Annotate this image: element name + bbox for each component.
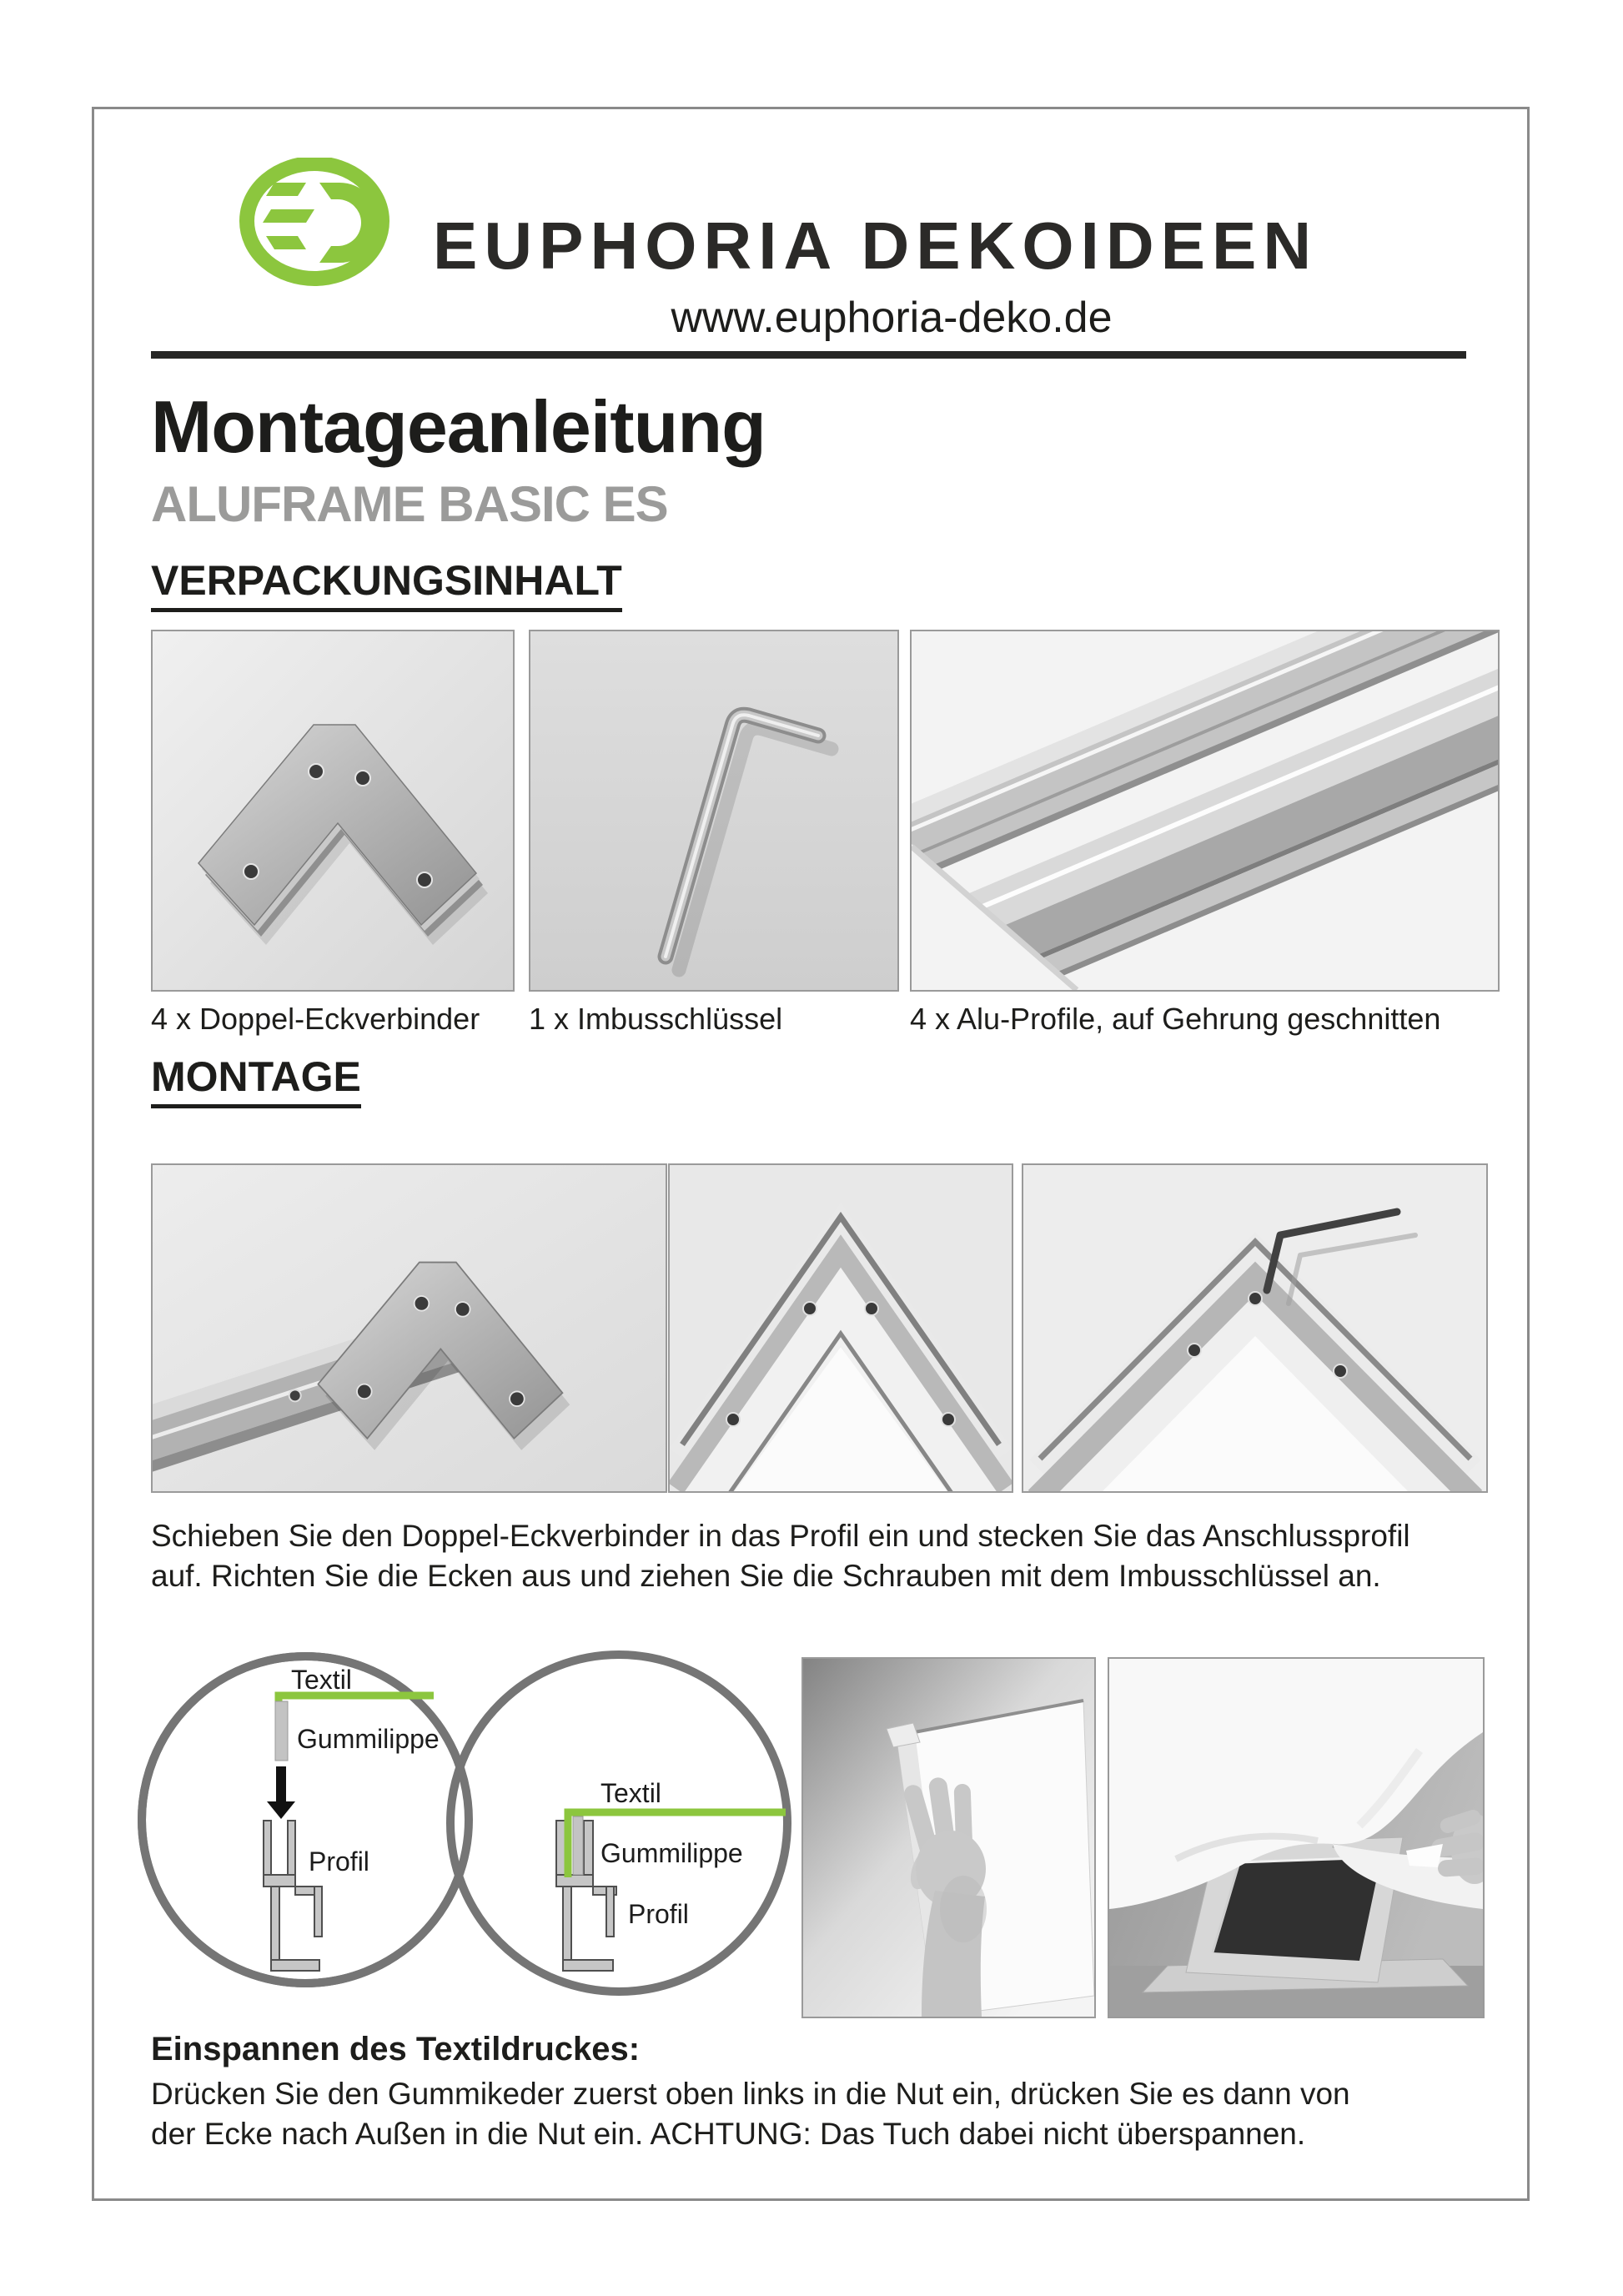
frame-opening [1213, 1857, 1381, 1961]
pull-textile-photo [1109, 1659, 1483, 2017]
allen-key-photo [530, 631, 897, 990]
brand-website: www.euphoria-deko.de [671, 294, 1113, 342]
header-divider [151, 351, 1466, 359]
packaging-photo-1 [151, 630, 515, 992]
montage-instruction [151, 1516, 1410, 1596]
diagram-label-profil-1: Profil [309, 1846, 369, 1876]
packaging-caption-3: 4 x Alu-Profile, auf Gehrung geschnitten [910, 1002, 1441, 1036]
diagram-label-profil-2: Profil [628, 1899, 689, 1929]
inserted-textile-diagram [450, 1655, 787, 1992]
textile-instruction [151, 2074, 1350, 2154]
packaging-photo-3 [910, 630, 1500, 992]
diagram-label-gummilippe-2: Gummilippe [600, 1838, 743, 1868]
brand-logo-icon [238, 158, 396, 289]
page-frame [92, 107, 1530, 2201]
section-heading-packaging: VERPACKUNGSINHALT [151, 559, 622, 612]
rubber-lip-bar [275, 1701, 288, 1761]
textile-instruction-line2: der Ecke nach Außen in die Nut ein. ACHTUNG: Das Tuch dabei nicht überspannen. [151, 2117, 1306, 2151]
diagram-label-textil-2: Textil [600, 1778, 661, 1808]
textile-instruction-line1: Drücken Sie den Gummikeder zuerst oben links in die Nut ein, drücken Sie es dann von [151, 2077, 1350, 2111]
section-heading-montage: MONTAGE [151, 1055, 361, 1108]
brand-wordmark: EUPHORIA DEKOIDEEN [433, 208, 1319, 283]
packaging-caption-2: 1 x Imbusschlüssel [529, 1002, 783, 1036]
alu-profiles-photo [912, 631, 1498, 990]
montage-photo-3 [1022, 1163, 1488, 1493]
section-heading-textile: Einspannen des Textildruckes: [151, 2031, 641, 2067]
textile-insertion-diagram [136, 1650, 820, 2058]
page-title: Montageanleitung [151, 385, 766, 468]
packaging-photo-2 [529, 630, 899, 992]
tightening-screws-photo [1023, 1165, 1486, 1491]
connector-insertion-photo [153, 1165, 666, 1491]
assembled-corner-photo [670, 1165, 1012, 1491]
page-subtitle: ALUFRAME BASIC ES [151, 476, 668, 532]
montage-instruction-line1: Schieben Sie den Doppel-Eckverbinder in das Profil ein und stecken Sie das Anschlussprofil [151, 1519, 1410, 1553]
rubber-lip-inserted [573, 1816, 583, 1875]
montage-photo-1 [151, 1163, 667, 1493]
montage-photo-2 [668, 1163, 1013, 1493]
montage-instruction-line2: auf. Richten Sie die Ecken aus und ziehen Sie die Schrauben mit dem Imbusschlüssel an. [151, 1559, 1381, 1593]
packaging-caption-1: 4 x Doppel-Eckverbinder [151, 1002, 480, 1036]
corner-connector-photo [153, 631, 513, 990]
diagram-label-gummilippe-1: Gummilippe [297, 1724, 440, 1754]
textile-photo-1 [801, 1657, 1096, 2018]
diagram-label-textil-1: Textil [291, 1665, 352, 1695]
press-textile-photo [803, 1659, 1094, 2017]
textile-photo-2 [1108, 1657, 1485, 2018]
